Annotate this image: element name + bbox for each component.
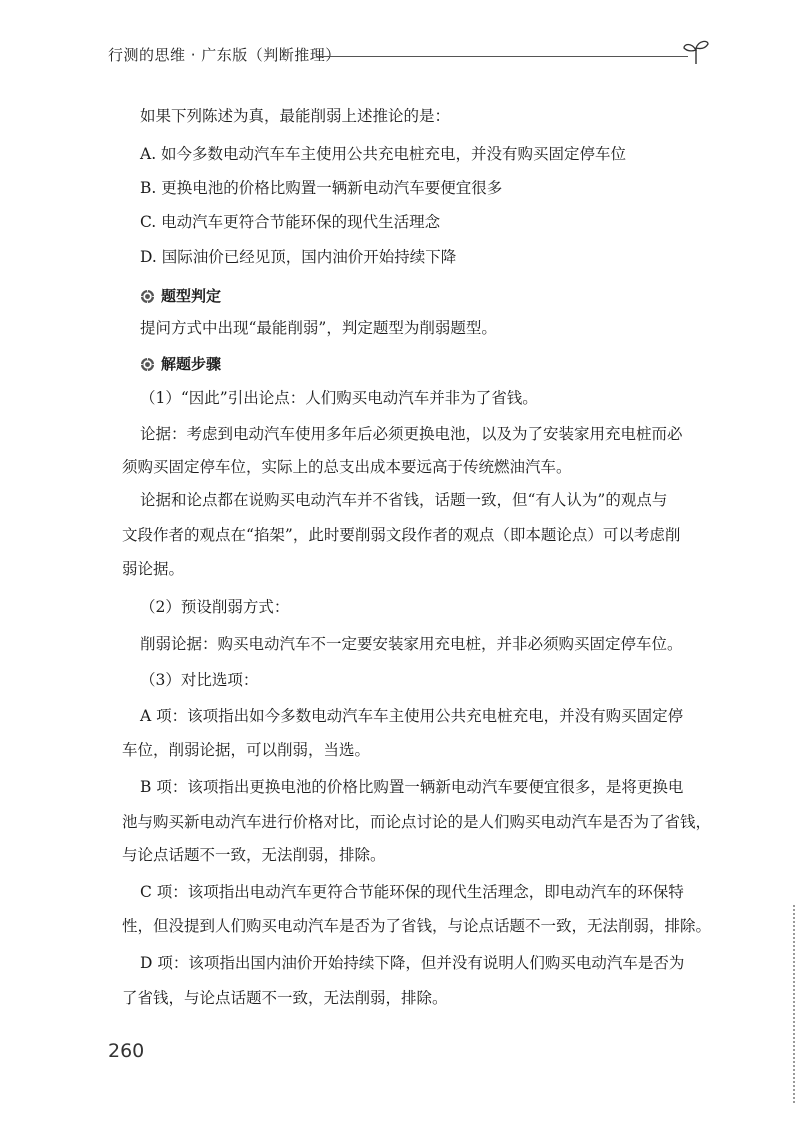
option-c: C. 电动汽车更符合节能环保的现代生活理念 (140, 213, 441, 231)
gear-flower-icon (140, 357, 155, 372)
header-rule (316, 56, 688, 57)
step-1: （1）“因此”引出论点：人们购买电动汽车并非为了省钱。 (140, 389, 538, 407)
option-b: B. 更换电池的价格比购置一辆新电动汽车要便宜很多 (140, 179, 503, 197)
body-line: 了省钱，与论点话题不一致，无法削弱，排除。 (122, 989, 448, 1007)
body-line: 与论点话题不一致，无法削弱，排除。 (122, 846, 386, 864)
analysis-d: D 项：该项指出国内油价开始持续下降，但并没有说明人们购买电动汽车是否为 (140, 954, 685, 972)
section-heading-text: 题型判定 (161, 287, 222, 305)
section-heading-question-type (140, 286, 221, 306)
analysis-a: A 项：该项指出如今多数电动汽车车主使用公共充电桩充电，并没有购买固定停 (140, 707, 684, 725)
analysis-b: B 项：该项指出更换电池的价格比购置一辆新电动汽车要便宜很多，是将更换电 (140, 778, 684, 796)
header-title: 行测的思维 · 广东版（判断推理） (108, 46, 341, 64)
section-heading-solution-steps (140, 354, 221, 374)
body-line: 文段作者的观点在“掐架”，此时要削弱文段作者的观点（即本题论点）可以考虑削 (122, 526, 681, 544)
step-3: （3）对比选项： (140, 671, 259, 689)
option-d: D. 国际油价已经见顶，国内油价开始持续下降 (140, 248, 457, 266)
step-2: （2）预设削弱方式： (140, 598, 290, 616)
body-line: 池与购买新电动汽车进行价格对比，而论点讨论的是人们购买电动汽车是否为了省钱， (122, 813, 712, 831)
gear-flower-icon (140, 289, 155, 304)
option-a: A. 如今多数电动汽车车主使用公共充电桩充电，并没有购买固定停车位 (140, 145, 627, 163)
sprout-icon (681, 38, 711, 66)
page-edge-marks (793, 905, 795, 1105)
body-line: 须购买固定停车位，实际上的总支出成本要远高于传统燃油汽车。 (122, 458, 572, 476)
running-header (108, 38, 708, 68)
body-line: 弱论据。 (122, 560, 185, 578)
question-stem: 如果下列陈述为真，最能削弱上述推论的是： (140, 107, 451, 125)
analysis-c: C 项：该项指出电动汽车更符合节能环保的现代生活理念，即电动汽车的环保特 (140, 883, 684, 901)
body-line: 提问方式中出现“最能削弱”，判定题型为削弱题型。 (140, 319, 497, 337)
body-line: 性，但没提到人们购买电动汽车是否为了省钱，与论点话题不一致，无法削弱，排除。 (122, 917, 712, 935)
body-line: 车位，削弱论据，可以削弱，当选。 (122, 741, 371, 759)
body-line: 论据和论点都在说购买电动汽车并不省钱，话题一致，但“有人认为”的观点与 (140, 491, 668, 509)
body-line: 论据：考虑到电动汽车使用多年后必须更换电池，以及为了安装家用充电桩而必 (140, 425, 683, 443)
page-number: 260 (108, 1040, 145, 1062)
section-heading-text: 解题步骤 (161, 355, 222, 373)
body-line: 削弱论据：购买电动汽车不一定要安装家用充电桩，并非必须购买固定停车位。 (140, 635, 683, 653)
